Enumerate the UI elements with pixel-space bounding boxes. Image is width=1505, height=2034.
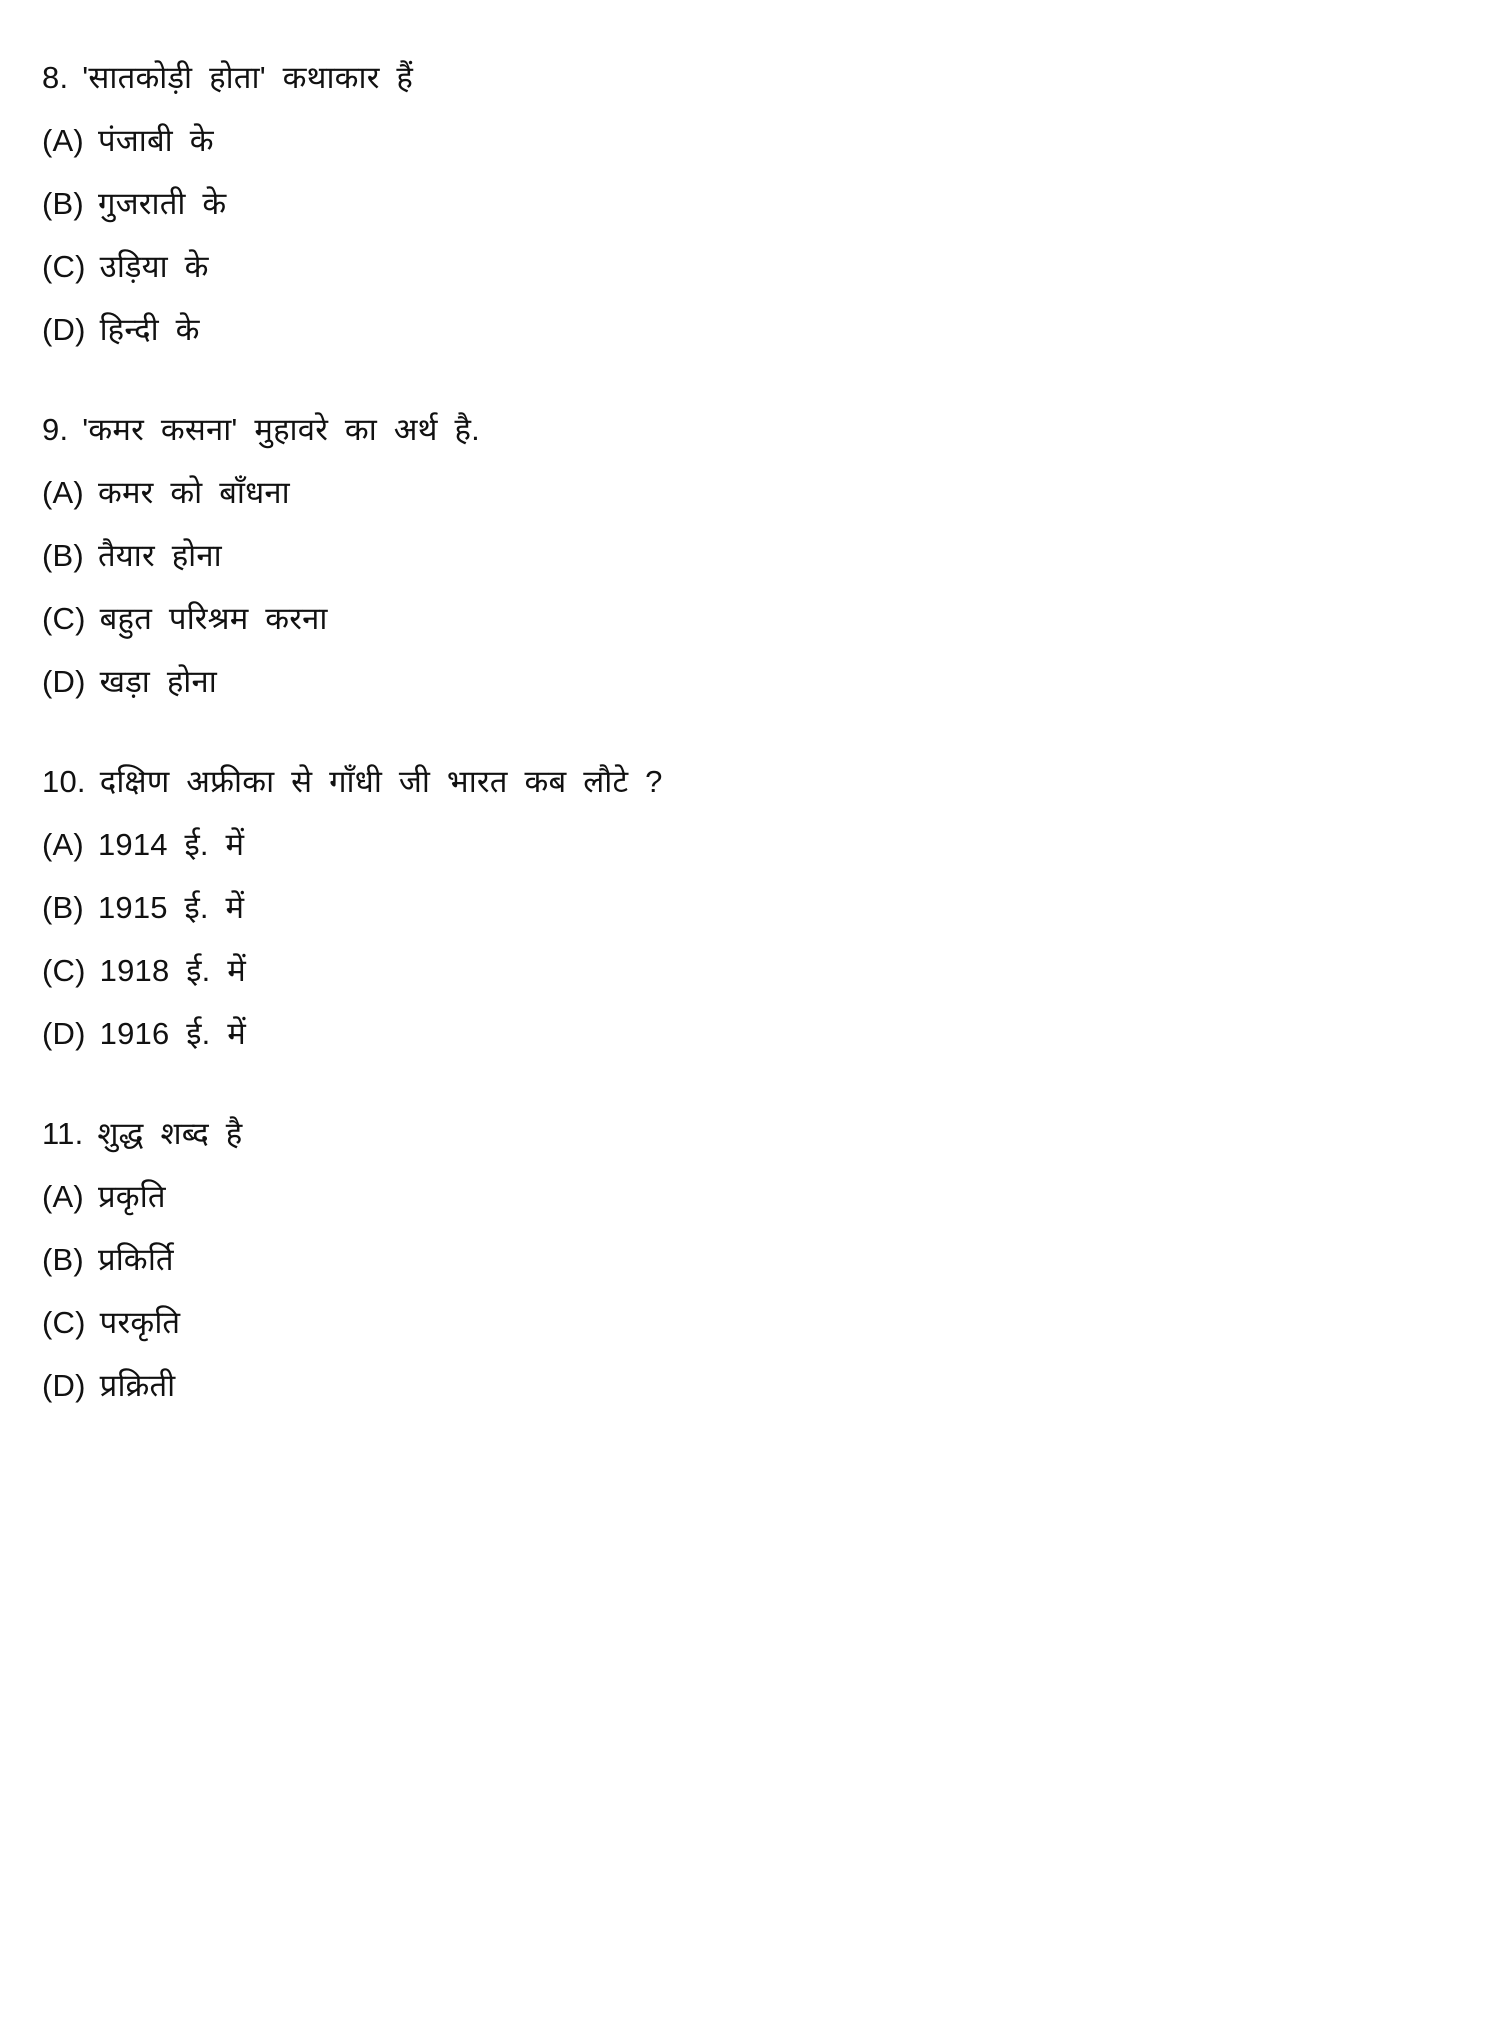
question-text: दक्षिण अफ्रीका से गाँधी जी भारत कब लौटे ? [99,764,663,799]
question-paper-page [42,58,1465,1406]
question-block [42,58,1465,350]
question-line [42,762,1465,802]
option-label: (D) [42,312,86,347]
option-row [42,1303,1465,1343]
option-row [42,599,1465,639]
question-text: 'सातकोड़ी होता' कथाकार हैं [82,60,414,95]
option-text: पंजाबी के [97,123,214,158]
option-row [42,1177,1465,1217]
question-number: 8. [42,60,69,95]
option-text: उड़िया के [99,249,209,284]
question-block [42,762,1465,1054]
option-text: हिन्दी के [99,312,200,347]
option-label: (A) [42,475,84,510]
option-row [42,536,1465,576]
option-text: 1914 ई. में [97,827,245,862]
option-row [42,1240,1465,1280]
option-text: तैयार होना [97,538,222,573]
option-row [42,888,1465,928]
option-text: परकृति [99,1305,181,1340]
option-label: (C) [42,601,86,636]
question-number: 10. [42,764,86,799]
option-text: गुजराती के [97,186,227,221]
question-number: 11. [42,1116,84,1151]
option-text: 1915 ई. में [97,890,245,925]
option-text: बहुत परिश्रम करना [99,601,328,636]
option-text: प्रकृति [97,1179,166,1214]
option-label: (B) [42,186,84,221]
option-text: प्रक्रिती [99,1368,176,1403]
question-number: 9. [42,412,69,447]
option-label: (D) [42,1016,86,1051]
option-row [42,825,1465,865]
option-label: (C) [42,953,86,988]
question-text: शुद्ध शब्द है [97,1116,243,1151]
option-row [42,184,1465,224]
option-text: खड़ा होना [99,664,217,699]
option-row [42,247,1465,287]
option-row [42,662,1465,702]
option-row [42,310,1465,350]
question-block [42,410,1465,702]
question-text: 'कमर कसना' मुहावरे का अर्थ है. [82,412,480,447]
option-text: प्रकिर्ति [97,1242,174,1277]
option-row [42,473,1465,513]
option-text: 1916 ई. में [99,1016,247,1051]
option-row [42,951,1465,991]
option-label: (D) [42,664,86,699]
option-label: (B) [42,890,84,925]
option-row [42,121,1465,161]
option-label: (B) [42,1242,84,1277]
question-line [42,1114,1465,1154]
option-label: (D) [42,1368,86,1403]
option-row [42,1366,1465,1406]
option-text: 1918 ई. में [99,953,247,988]
option-label: (C) [42,249,86,284]
option-label: (C) [42,1305,86,1340]
option-text: कमर को बाँधना [97,475,290,510]
question-line [42,410,1465,450]
option-label: (A) [42,827,84,862]
option-label: (A) [42,123,84,158]
question-line [42,58,1465,98]
question-block [42,1114,1465,1406]
option-label: (A) [42,1179,84,1214]
option-row [42,1014,1465,1054]
option-label: (B) [42,538,84,573]
